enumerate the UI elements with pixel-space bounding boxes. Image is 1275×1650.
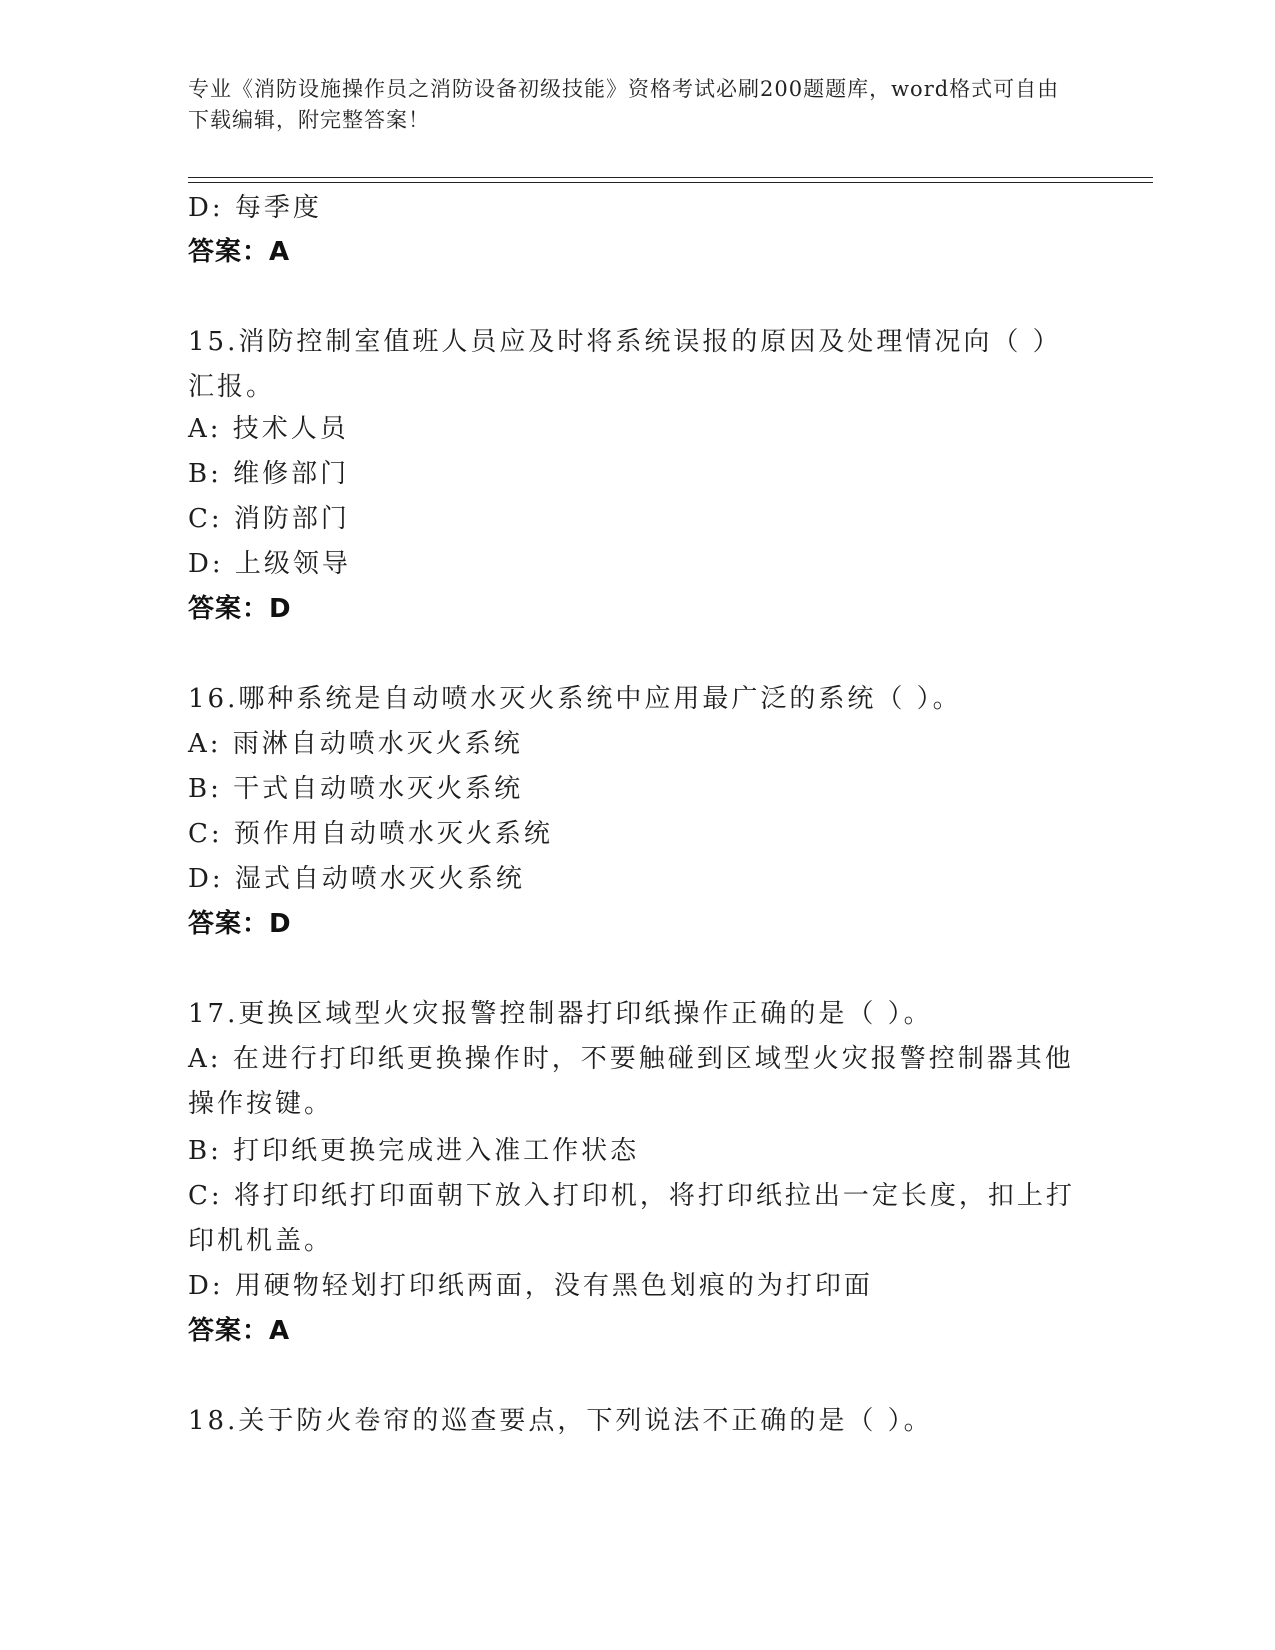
question-17-option-a: A: 在进行打印纸更换操作时，不要触碰到区域型火灾报警控制器其他操作按键。 (188, 1044, 1074, 1119)
question-15-option-c: C: 消防部门 (188, 504, 350, 534)
header-rule-top (188, 177, 1153, 178)
question-17-option-d: D: 用硬物轻划打印纸两面，没有黑色划痕的为打印面 (188, 1271, 873, 1301)
prev-option-d: D: 每季度 (188, 193, 322, 223)
question-15-answer: 答案：D (188, 594, 292, 624)
question-16-option-a: A: 雨淋自动喷水灭火系统 (188, 729, 523, 759)
question-15-option-d: D: 上级领导 (188, 549, 351, 579)
question-16-answer: 答案：D (188, 909, 292, 939)
question-17-answer: 答案：A (188, 1316, 291, 1346)
question-15-option-b: B: 维修部门 (188, 459, 350, 489)
question-18-stem: 18.关于防火卷帘的巡查要点，下列说法不正确的是（ ）。 (188, 1406, 933, 1436)
question-17-stem: 17.更换区域型火灾报警控制器打印纸操作正确的是（ ）。 (188, 999, 933, 1029)
question-16-option-b: B: 干式自动喷水灭火系统 (188, 774, 524, 804)
question-17-option-c: C: 将打印纸打印面朝下放入打印机，将打印纸拉出一定长度，扣上打印机机盖。 (188, 1181, 1075, 1256)
question-15-stem: 15.消防控制室值班人员应及时将系统误报的原因及处理情况向（ ）汇报。 (188, 327, 1062, 402)
question-16-option-c: C: 预作用自动喷水灭火系统 (188, 819, 553, 849)
question-16-stem: 16.哪种系统是自动喷水灭火系统中应用最广泛的系统（ ）。 (188, 684, 962, 714)
document-header: 专业《消防设施操作员之消防设备初级技能》资格考试必刷200题题库，word格式可自由下载编辑，附完整答案！ (188, 77, 1060, 132)
prev-answer: 答案：A (188, 237, 291, 267)
question-17-option-b: B: 打印纸更换完成进入准工作状态 (188, 1136, 640, 1166)
question-16-option-d: D: 湿式自动喷水灭火系统 (188, 864, 525, 894)
header-rule-bottom (188, 182, 1153, 183)
question-15-option-a: A: 技术人员 (188, 414, 349, 444)
